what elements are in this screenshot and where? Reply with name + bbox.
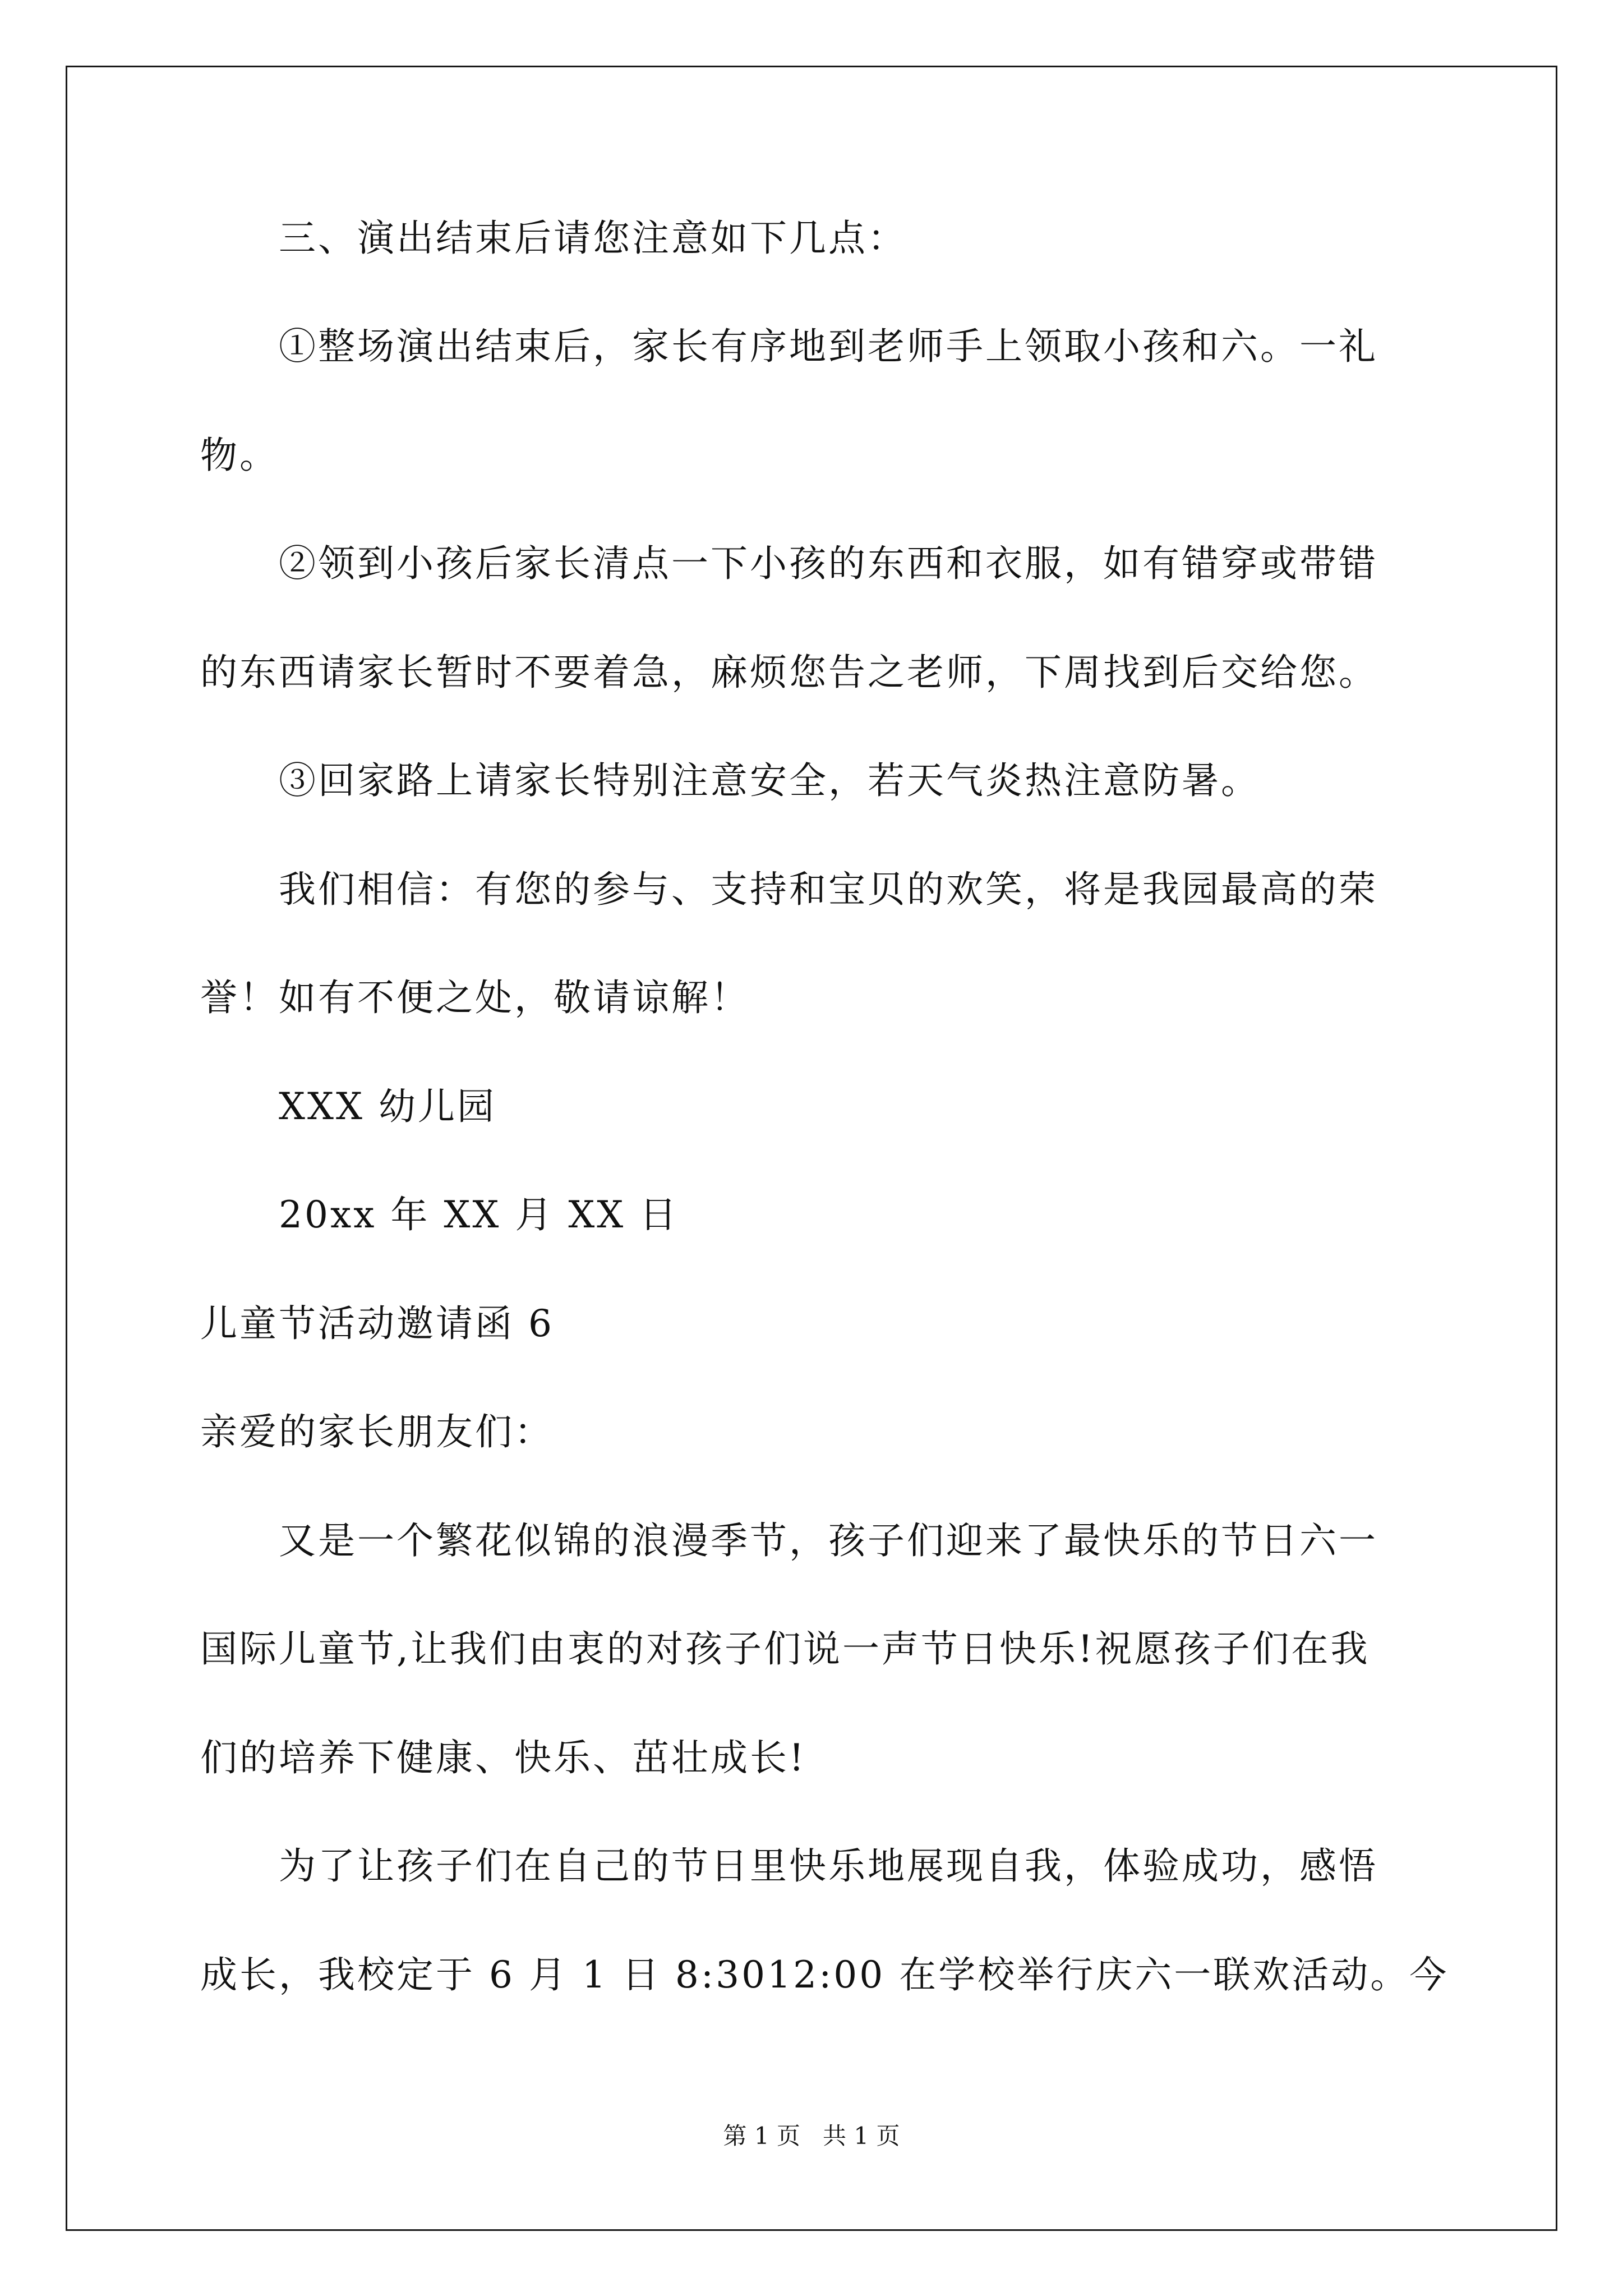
signature-org: XXX 幼儿园 xyxy=(279,1085,496,1128)
page-number: 第 1 页 共 1 页 xyxy=(723,2122,900,2150)
signature-date: 20xx 年 XX 月 XX 日 xyxy=(279,1193,679,1236)
salutation: 亲爱的家长朋友们： xyxy=(200,1410,554,1453)
paragraph-line: 成长，我校定于 6 月 1 日 8:3012:00 在学校举行庆六一联欢活动。今 xyxy=(200,1953,1449,1996)
paragraph-line: 我们相信：有您的参与、支持和宝贝的欢笑，将是我园最高的荣 xyxy=(279,868,1378,911)
paragraph-line: 誉！如有不便之处，敬请谅解！ xyxy=(200,976,750,1019)
paragraph-line: 们的培养下健康、快乐、茁壮成长! xyxy=(200,1736,806,1779)
page-border xyxy=(66,66,1557,2231)
paragraph-line: 物。 xyxy=(200,434,279,477)
paragraph-line: 三、演出结束后请您注意如下几点： xyxy=(279,217,907,260)
paragraph-line: ②领到小孩后家长清点一下小孩的东西和衣服，如有错穿或带错 xyxy=(279,542,1378,585)
paragraph-line: 国际儿童节,让我们由衷的对孩子们说一声节日快乐!祝愿孩子们在我 xyxy=(200,1627,1370,1671)
paragraph-line: 的东西请家长暂时不要着急，麻烦您告之老师，下周找到后交给您。 xyxy=(200,651,1378,694)
paragraph-line: ①整场演出结束后，家长有序地到老师手上领取小孩和六。一礼 xyxy=(279,325,1378,368)
paragraph-line: ③回家路上请家长特别注意安全，若天气炎热注意防暑。 xyxy=(279,759,1260,802)
page-footer xyxy=(0,2120,1623,2152)
paragraph-line: 为了让孩子们在自己的节日里快乐地展现自我，体验成功，感悟 xyxy=(279,1844,1378,1888)
paragraph-line: 又是一个繁花似锦的浪漫季节，孩子们迎来了最快乐的节日六一 xyxy=(279,1519,1378,1562)
section-heading: 儿童节活动邀请函 6 xyxy=(200,1302,554,1345)
